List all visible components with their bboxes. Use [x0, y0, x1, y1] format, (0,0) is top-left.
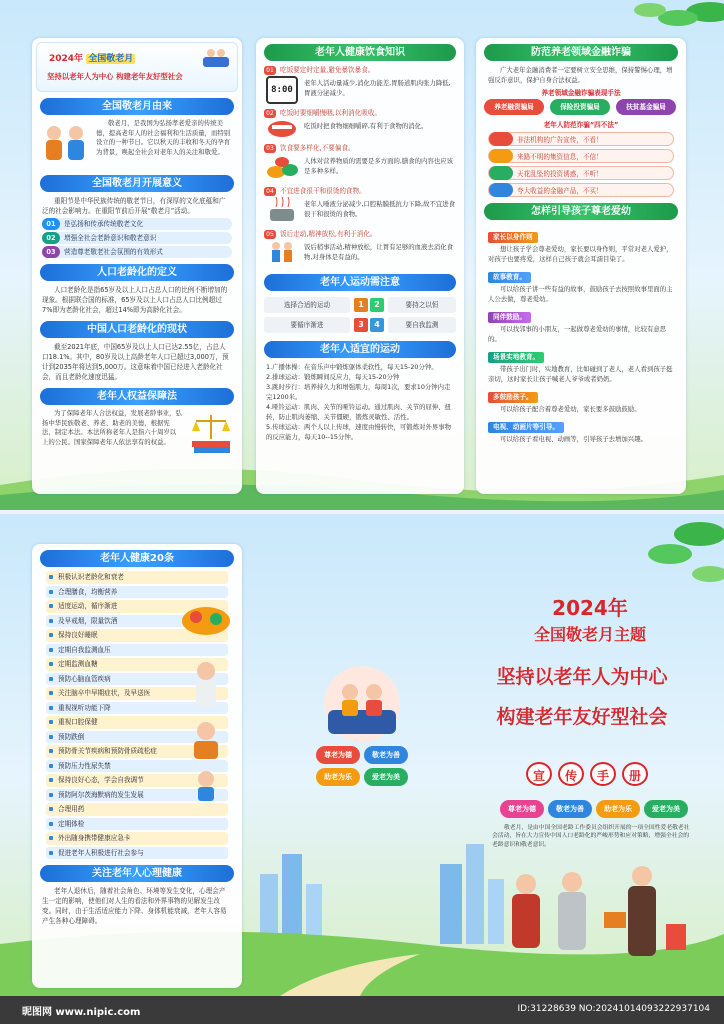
watermark-logo: 昵图网 www.nipic.com — [22, 1007, 141, 1018]
sport-item: 5.传球运动：两个人以上传球，速度由慢转快，可锻炼对外界事物的反应能力，每天10--15分钟。 — [266, 423, 452, 441]
sport-item: 3.跳时步行：培养持久力和增强肌力，每周1次，要求10分钟内走完1200米。 — [266, 383, 451, 401]
diet-item-body — [264, 197, 456, 227]
diet-item-text: 人体对营养物质的需要是多方面的,膳食的内容也应该是多种多样。 — [304, 157, 454, 175]
origin-text: 敬老月，是我国为弘扬孝老爱亲的传统美德，提高老年人的社会福利和生活质量，而特别设立的一种节日。它以秋天的丰收和冬天的孕育为背景，唤起全社会对老年人的关注和敬爱。 — [96, 119, 231, 156]
sports-list — [256, 362, 464, 442]
meaning-item — [42, 232, 232, 244]
fraud-text: 广大老年金融消费者一定要树立安全思维，保持警惕心理，增强反诈意识，保护自身合法权益。 — [488, 66, 673, 84]
manual-title — [526, 762, 662, 786]
health20-heading: 老年人健康20条 — [40, 550, 233, 567]
hot-pot-icon — [266, 197, 298, 225]
health-rule-item: 预防骨关节疾病和预防骨质疏松症 — [46, 745, 228, 758]
meaning-heading: 全国敬老月开展意义 — [40, 175, 233, 192]
health-rule-item: 促进老年人积极进行社会参与 — [46, 847, 228, 860]
diet-item-title-text: 吃饭时要细嚼慢咽,以利消化吸收。 — [280, 109, 382, 117]
sport-notes-heading: 老年人运动需注意 — [264, 274, 455, 291]
health-rule-item: 定期自我监测血压 — [46, 644, 228, 657]
fraud-subtitle-rules: 老年人防范诈骗“四不法” — [543, 121, 619, 129]
cover-value-tag: 敬老为善 — [548, 800, 592, 818]
fraud-rule-text: 夸大收益的金融产品，不买！ — [517, 187, 603, 195]
sport-item: 2.排球运动：锻炼瞬间反应力，每天15-20分钟 — [266, 373, 400, 381]
guide-text: 带孩子出门时，实地教育，比如碰到了老人，老人看到孩子挺亲切，这时家长让孩子喊老人爷爷或者奶奶。 — [488, 365, 673, 383]
cover-value-tag: 爱老为美 — [644, 800, 688, 818]
elderly-family-illustration-icon — [40, 121, 92, 163]
value-tag: 敬老为善 — [364, 746, 408, 764]
fraud-rule-text: 来路不明的集资信息，不信！ — [517, 153, 603, 161]
sport-note-number: 3 — [354, 318, 368, 332]
health-rule-item: 合理膳食，均衡营养 — [46, 586, 228, 599]
guide-text: 可以找邻事的小朋友，一起做尊老爱幼的事情，比较有意思的。 — [488, 325, 667, 343]
meaning-item-number: 03 — [42, 246, 60, 258]
fraud-type-chip: 扶贫基金骗局 — [616, 99, 676, 115]
health-rule-item: 预防心脑血管疾病 — [46, 673, 228, 686]
diet-item-number: 03 — [264, 144, 276, 153]
guide-tag: 场景实地教育。 — [488, 352, 544, 363]
banner-month-name: 全国敬老月 — [88, 54, 134, 64]
fraud-rule-text: 非法机构的广告宣传，不看！ — [517, 136, 603, 144]
health-rule-item: 重视口腔保健 — [46, 716, 228, 729]
manual-char: 册 — [622, 762, 648, 786]
health-rule-item: 及早戒烟，限量饮酒 — [46, 615, 228, 628]
manual-char: 手 — [590, 762, 616, 786]
sport-notes-grid — [264, 295, 456, 335]
panel-health-diet-sport — [256, 38, 464, 494]
rights-section — [32, 409, 242, 467]
cover-value-tag: 助老为乐 — [596, 800, 640, 818]
top-banner — [36, 42, 238, 92]
diet-heading: 老年人健康饮食知识 — [264, 44, 455, 61]
guide-text: 可以给孩子讲一些有益的故事，鼓励孩子去按照故事里面的主人公去做，尊老爱幼。 — [488, 285, 673, 303]
mental-health-heading: 关注老年人心理健康 — [40, 865, 233, 882]
sports-heading: 老年人适宜的运动 — [264, 341, 455, 358]
law-books-scale-icon — [188, 411, 234, 459]
diet-item-number: 01 — [264, 66, 276, 75]
watermark-bar — [0, 996, 724, 1024]
banner-slogan: 坚持以老年人为中心 构建老年友好型社会 — [47, 72, 183, 81]
mental-health-text: 老年人退休后，随着社会角色、环境等发生变化，心理会产生一定的影响，使他们对人生的看法和外界事物的见解发生改变。同时，由于生活适应能力下降、身体机能衰减，老年人容易产生各种心理障碍。 — [42, 887, 227, 925]
cover-theme-title: 全国敬老月主题 — [533, 625, 646, 644]
guide-tag: 故事教育。 — [488, 272, 531, 283]
diet-item-text: 饭后稍事活动,精神放松，让胃有足够的血液去消化食物,对身体是有益的。 — [304, 243, 454, 261]
rule-marker-icon — [489, 132, 513, 146]
meaning-item-number: 02 — [42, 232, 60, 244]
fraud-rule-bar — [488, 166, 674, 180]
cover-intro-text: 敬老月，是由中国全国老龄工作委员会组织开展的一项全国性爱老敬老社会活动，旨在大力宣传中国人口老龄化的严峻形势和应对策略，增强全社会的老龄意识和敬老意识。 — [492, 825, 690, 848]
guide-text: 可以给孩子配合着尊老爱幼，家长要多鼓励鼓励。 — [500, 405, 641, 413]
diet-item-body — [264, 240, 456, 270]
sport-item: 4.哑铃运动：肌肉、关节的哑铃运动。通过肌肉、关节的屈伸、扭转，防止肌肉萎缩、关节僵硬，锻炼灵敏性、活性。 — [266, 403, 452, 421]
origin-heading: 全国敬老月由来 — [40, 98, 233, 115]
diet-item-title — [264, 65, 456, 76]
diet-item-title-text: 饭后走动,精神放松,有利于消化。 — [280, 230, 377, 238]
cover-slogan-line-1: 坚持以老年人为中心 — [496, 666, 668, 688]
diet-item-body — [264, 154, 456, 184]
meaning-item-text: 增强全社会老龄意识和敬老意识 — [64, 234, 157, 242]
guide-tag: 多鼓励孩子。 — [488, 392, 538, 403]
guide-tag: 电视、动画片等引导。 — [488, 422, 564, 433]
fraud-type-chip: 保险投资骗局 — [550, 99, 610, 115]
diet-item-body — [264, 119, 456, 141]
rule-marker-icon — [489, 149, 513, 163]
health-rule-item: 外出随身携带健康应急卡 — [46, 832, 228, 845]
health-rule-item: 预防阿尔茨海默病的发生发展 — [46, 789, 228, 802]
clock-icon — [266, 76, 298, 104]
health-rule-item: 保持良好心态，学会自我调节 — [46, 774, 228, 787]
sport-note-cell: 要持之以恒 — [388, 297, 456, 313]
guide-heading: 怎样引导孩子尊老爱幼 — [484, 203, 677, 220]
diet-item-body — [264, 76, 456, 106]
value-tag: 助老为乐 — [316, 768, 360, 786]
sport-note-cell: 选择合适的运动 — [264, 297, 350, 313]
guide-tag: 家长以身作则 — [488, 232, 538, 243]
fraud-subtitle-methods: 养老领域金融诈骗表现手法 — [541, 89, 621, 97]
rights-text: 为了保障老年人合法权益，发展老龄事业，弘扬中华民族敬老、养老、助老的美德，根据宪法，制定本法。本法所称老年人是指六十周岁以上的公民。国家保障老年人依法享有的权益。 — [42, 409, 182, 446]
health-rule-item: 定期体检 — [46, 818, 228, 831]
health-rule-item: 积极认识老龄化和衰老 — [46, 571, 228, 584]
diet-item-title — [264, 229, 456, 240]
banner-year-title — [49, 51, 135, 64]
manual-char: 传 — [558, 762, 584, 786]
diet-item-text: 老年人唾液分泌减少,口腔粘膜抵抗力下降,故不宜进食很干和很烫的食物。 — [304, 200, 456, 218]
diet-item-text: 老年人活动量减少,消化功能差,胃肠道肌肉张力降低,胃液分泌减少。 — [304, 79, 451, 97]
aging-status-text: 截至2021年底，中国65岁及以上人口已达2.55亿，占总人口18.1%。其中，80岁及以上高龄老年人口已超过3,000万，预计到2035年将达到5,000万。这意味着中国已经进入老龄化社会，而且老龄化速度迅猛。 — [42, 343, 229, 381]
sport-item: 1.广播体操：在音乐声中锻炼躯体柔软性，每天15-20分钟。 — [266, 363, 438, 371]
health-rule-item: 重视视听功能下降 — [46, 702, 228, 715]
fraud-heading: 防范养老领域金融诈骗 — [484, 44, 677, 61]
clock-time: 8:00 — [271, 85, 293, 95]
elderly-health-illustrations-icon — [176, 601, 236, 801]
banner-year: 2024年 — [49, 54, 84, 64]
panel-respect-elderly-month — [32, 38, 242, 494]
meaning-item — [42, 218, 232, 230]
rule-marker-icon — [489, 166, 513, 180]
chewing-mouth-icon — [266, 119, 298, 139]
elderly-people-walking-illustration-icon — [496, 864, 696, 996]
health-rule-item: 适度运动，循序渐进 — [46, 600, 228, 613]
value-tag: 爱老为美 — [364, 768, 408, 786]
value-tag: 尊老为德 — [316, 746, 360, 764]
meaning-item — [42, 246, 232, 258]
watermark-id: ID:31228639 NO:20241014093222937104 — [517, 1004, 710, 1014]
meaning-item-number: 01 — [42, 218, 60, 230]
guide-tag: 同伴鼓励。 — [488, 312, 531, 323]
health-rule-item: 合理用药 — [46, 803, 228, 816]
sport-note-number: 2 — [370, 298, 384, 312]
diet-item-title — [264, 143, 456, 154]
meaning-item-text: 营造尊老敬老社会氛围的有效形式 — [64, 248, 163, 256]
sport-note-cell: 要自我监测 — [388, 317, 456, 333]
diet-item-title-text: 饮食要多样化,不要偏食。 — [280, 144, 355, 152]
rights-law-heading: 老年人权益保障法 — [40, 388, 233, 405]
cover-year-title: 2024年 — [552, 596, 628, 620]
rule-marker-icon — [489, 183, 513, 197]
diet-item-title-text: 吃饭要定时定量,避免暴饮暴食。 — [280, 66, 375, 74]
diet-item-title — [264, 186, 456, 197]
diet-item-text: 吃饭时把食物细细嚼碎,有利于食物的消化。 — [304, 122, 428, 130]
cover-slogan-line-2: 构建老年友好型社会 — [496, 706, 668, 728]
fraud-rule-bar — [488, 183, 674, 197]
fraud-rule-bar — [488, 132, 674, 146]
aging-definition-text: 人口老龄化是指65岁及以上人口占总人口的比例不断增加的现象。根据联合国的标准，65岁及以上人口占总人口比例超过7%即为老龄化社会，超过14%即为高龄化社会。 — [42, 286, 228, 314]
guide-text: 想让孩子学会尊老爱幼，家长要以身作则，平常对老人爱护，对孩子也要疼爱，这样自己孩子就会耳濡目染了。 — [488, 245, 673, 263]
meaning-text: 重阳节是中华民族传统的敬老节日，有深厚的文化底蕴和广泛的社会影响力。在重阳节前后开展“敬老月”活动。 — [42, 197, 226, 215]
diet-item-title — [264, 108, 456, 119]
cover-value-tag: 尊老为德 — [500, 800, 544, 818]
sport-note-cell: 要循序渐进 — [264, 317, 350, 333]
panel-health-twenty-rules — [32, 544, 242, 988]
brochure-inside-sheet — [0, 0, 724, 510]
brochure-cover-sheet — [0, 514, 724, 996]
diet-item-title-text: 不宜进食很干和很烫的食物。 — [280, 187, 366, 195]
health-rule-item: 预防压力性尿失禁 — [46, 760, 228, 773]
food-bowls-icon — [266, 154, 298, 182]
elderly-walking-icon — [266, 240, 298, 268]
elderly-couple-sofa-icon — [201, 47, 231, 69]
fraud-type-chip: 养老融资骗局 — [484, 99, 544, 115]
diet-item-number: 04 — [264, 187, 276, 196]
health-rule-item: 定期监测血糖 — [46, 658, 228, 671]
meaning-list — [32, 218, 242, 258]
fraud-rule-text: 天花乱坠的投资诱惑，不听！ — [517, 170, 603, 178]
origin-section — [32, 119, 242, 169]
fraud-rule-bar — [488, 149, 674, 163]
health20-list — [32, 571, 242, 859]
meaning-item-text: 是弘扬和传承传统敬老文化 — [64, 220, 144, 228]
sport-note-number: 1 — [354, 298, 368, 312]
health-rule-item: 预防跌倒 — [46, 731, 228, 744]
diet-item-number: 05 — [264, 230, 276, 239]
health-rule-item: 关注脑卒中早期症状，及早送医 — [46, 687, 228, 700]
diet-item-number: 02 — [264, 109, 276, 118]
health-rule-item: 保持良好睡眠 — [46, 629, 228, 642]
guide-text: 可以给孩子看电视、动画等，引导孩子去增加兴趣。 — [500, 435, 647, 443]
manual-char: 宣 — [526, 762, 552, 786]
aging-definition-heading: 人口老龄化的定义 — [40, 264, 233, 281]
aging-status-heading: 中国人口老龄化的现状 — [40, 321, 233, 338]
elderly-couple-sofa-illustration-icon — [312, 664, 412, 744]
sport-note-number: 4 — [370, 318, 384, 332]
panel-fraud-and-guidance — [476, 38, 686, 494]
fraud-chips — [476, 97, 686, 117]
